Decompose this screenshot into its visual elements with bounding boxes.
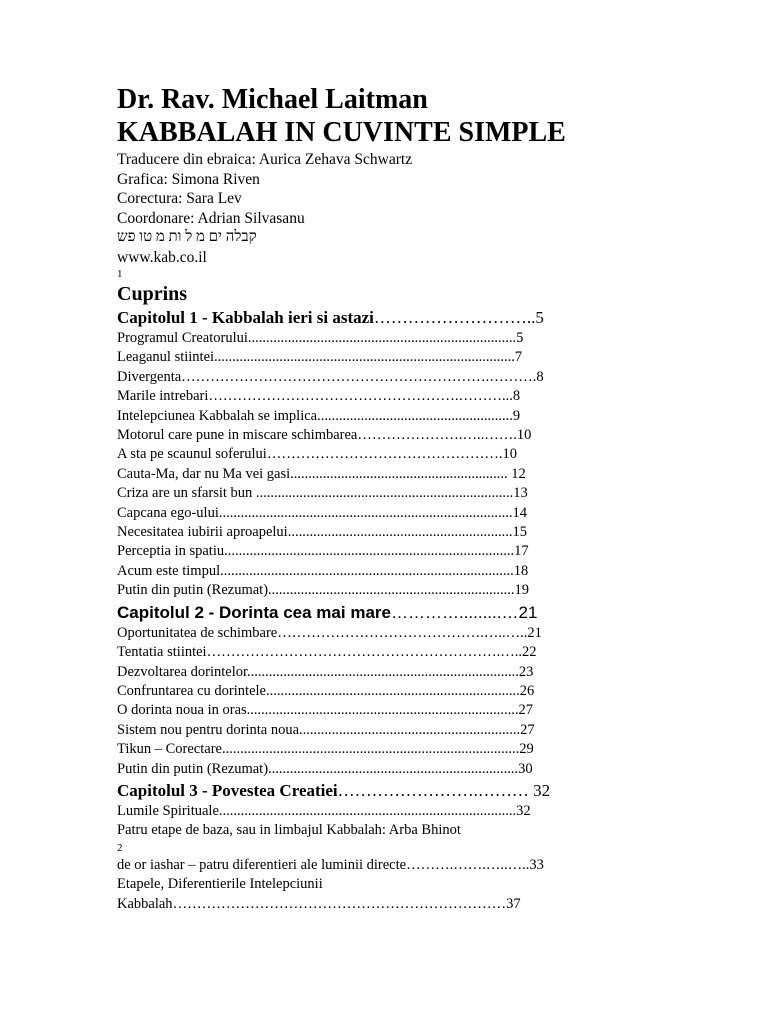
leader-dots: ……….…….…..…..: [406, 856, 530, 873]
toc-heading: Cuprins: [117, 283, 188, 305]
entry-title: Criza are un sfarsit bun: [117, 485, 256, 502]
entry-page: 14: [512, 504, 527, 521]
entry-title: de or iashar – patru diferentieri ale luminii directe: [117, 856, 407, 873]
toc-entry[interactable]: [117, 721, 617, 740]
document-page: [117, 84, 617, 914]
entry-title: Putin din putin (Rezumat): [117, 760, 269, 777]
toc-entry[interactable]: [117, 821, 617, 840]
leader-dots: ....................................................................: [268, 582, 515, 599]
hebrew-line: קבלה ים מ ל ות מ טו פש: [117, 229, 257, 245]
leader-dots: ............................................................: [290, 465, 512, 482]
entry-title: Etapele, Diferentierile Intelepciunii: [117, 876, 323, 893]
leader-dots: .................................................................................: [220, 562, 514, 579]
toc-entry[interactable]: [117, 426, 617, 445]
entry-title: Intelepciunea Kabbalah se implica: [117, 407, 318, 424]
entry-page: 9: [512, 407, 521, 424]
toc-entry[interactable]: [117, 562, 617, 581]
toc-entry[interactable]: [117, 802, 617, 821]
leader-dots: .......................................................................: [255, 485, 514, 502]
entry-title: Oportunitatea de schimbare: [117, 624, 278, 641]
chapter-title: Capitolul 3 - Povestea Creatiei: [117, 780, 338, 800]
credit-translation: Traducere din ebraica: Aurica Zehava Schwartz: [117, 151, 413, 168]
entry-page: 30: [518, 760, 533, 777]
page-number-2: 2: [117, 841, 123, 854]
toc-entry[interactable]: [117, 643, 617, 662]
toc-entry[interactable]: [117, 624, 617, 643]
entry-title: Putin din putin (Rezumat): [117, 582, 269, 599]
entry-title: Kabbalah: [117, 895, 173, 912]
leader-dots: .....................................................................: [268, 760, 519, 777]
entry-page: 10: [516, 427, 532, 444]
toc-entry[interactable]: [117, 856, 617, 875]
entry-page: 33: [529, 856, 544, 873]
entry-title: Leaganul stiintei: [117, 349, 215, 366]
entry-page: 22: [521, 644, 537, 661]
entry-page: 5: [516, 330, 524, 346]
leader-dots: ………………………………………….: [266, 446, 503, 463]
entry-title: Patru etape de baza, sau in limbajul Kabbalah: Arba Bhinot: [117, 822, 461, 839]
entry-page: 32: [516, 802, 531, 819]
toc-entry[interactable]: [117, 407, 617, 426]
entry-title: Dezvoltarea dorintelor: [117, 663, 248, 680]
leader-dots: ……………………………………………………….……….: [181, 368, 537, 385]
toc-chapter-1[interactable]: [117, 306, 617, 329]
leader-dots: ………………………..: [373, 308, 536, 327]
entry-page: 7: [514, 349, 523, 366]
leader-dots: ..................................................................................: [218, 802, 517, 819]
entry-title: Acum este timpul: [117, 562, 221, 579]
page-number-1: 1: [117, 268, 123, 280]
entry-title: Marile intrebari: [117, 388, 209, 405]
toc-entry[interactable]: [117, 348, 617, 367]
toc-entry[interactable]: [117, 504, 617, 523]
entry-title: Tentatia stiintei: [117, 644, 207, 661]
entry-title: Necesitatea iubirii aproapelui: [117, 524, 288, 541]
credit-graphics: Grafica: Simona Riven: [117, 170, 260, 188]
toc-chapter-3[interactable]: [117, 779, 617, 802]
toc-entry[interactable]: [117, 581, 617, 600]
chapter-title: Capitolul 1 - Kabbalah ieri si astazi: [117, 308, 374, 327]
entry-title: Divergenta: [117, 368, 182, 385]
leader-dots: ..................................................................................: [221, 741, 520, 758]
leader-dots: …………………………………………….………...: [208, 388, 513, 405]
leader-dots: ......................................................................: [265, 682, 520, 699]
toc-entry[interactable]: [117, 701, 617, 720]
entry-page: 10: [502, 446, 517, 463]
entry-page: 29: [519, 741, 534, 758]
toc-entry[interactable]: [117, 484, 617, 503]
toc-entry[interactable]: [117, 542, 617, 561]
entry-title: Cauta-Ma, dar nu Ma vei gasi: [117, 465, 291, 482]
entry-title: A sta pe scaunul soferului: [117, 446, 267, 463]
entry-page: 8: [536, 368, 544, 385]
entry-page: 13: [513, 485, 528, 502]
leader-dots: ……………………………………………………………: [172, 895, 507, 912]
entry-title: Programul Creatorului: [117, 330, 248, 346]
entry-title: Capcana ego-ului: [117, 504, 219, 521]
entry-page: 26: [519, 682, 535, 699]
leader-dots: ......................................................: [317, 407, 513, 424]
credit-proofreading: Corectura: Sara Lev: [117, 190, 242, 207]
toc-entry[interactable]: [117, 465, 617, 484]
entry-title: Confruntarea cu dorintele: [117, 682, 266, 699]
website-link[interactable]: www.kab.co.il: [117, 248, 207, 266]
leader-dots: .................................................................................: [218, 504, 513, 521]
leader-dots: …………………………………………………….…..: [206, 644, 522, 661]
leader-dots: ................................................................................: [224, 543, 515, 560]
toc-entry[interactable]: [117, 740, 617, 759]
toc-entry[interactable]: [117, 445, 617, 464]
chapter-page: 32: [533, 780, 551, 800]
entry-title: Lumile Spirituale: [117, 802, 219, 819]
toc-entry[interactable]: [117, 329, 617, 348]
toc-entry[interactable]: [117, 682, 617, 701]
entry-title: Sistem nou pentru dorinta noua: [117, 721, 300, 738]
book-title: KABBALAH IN CUVINTE SIMPLE: [117, 117, 566, 148]
leader-dots: ...........................................................................: [247, 663, 519, 680]
toc-entry[interactable]: [117, 895, 617, 914]
entry-page: 12: [511, 465, 526, 482]
entry-title: Tikun – Corectare: [117, 741, 222, 758]
toc-entry[interactable]: [117, 760, 617, 779]
entry-page: 37: [506, 895, 521, 912]
entry-page: 27: [520, 721, 535, 738]
toc-entry[interactable]: [117, 387, 617, 406]
entry-title: Perceptia in spatiu: [117, 543, 225, 560]
credit-coordination: Coordonare: Adrian Silvasanu: [117, 209, 305, 227]
entry-page: 8: [512, 388, 521, 405]
leader-dots: ………….........…: [390, 602, 519, 622]
leader-dots: .............................................................: [299, 721, 521, 738]
leader-dots: ...........................................................................: [246, 702, 519, 719]
leader-dots: ..............................................................: [287, 524, 513, 541]
entry-page: 17: [514, 543, 529, 560]
entry-page: 27: [518, 702, 534, 719]
entry-page: 18: [513, 562, 529, 579]
toc-entry[interactable]: [117, 663, 617, 682]
entry-page: 15: [512, 524, 527, 541]
toc-entry[interactable]: [117, 523, 617, 542]
entry-page: 21: [527, 624, 542, 641]
entry-title: O dorinta noua in oras: [117, 702, 247, 719]
leader-dots: …………………………………….…..…..: [277, 624, 528, 641]
toc-entry[interactable]: [117, 368, 617, 387]
author-name: Dr. Rav. Michael Laitman: [117, 84, 428, 115]
leader-dots: …………………….………: [337, 780, 534, 800]
toc-chapter-2[interactable]: [117, 601, 617, 624]
chapter-page: 21: [518, 602, 538, 622]
leader-dots: ………………….…..…….: [357, 427, 517, 444]
entry-page: 19: [514, 582, 530, 599]
leader-dots: ...................................................................................: [214, 349, 515, 366]
leader-dots: ..........................................................................: [247, 330, 517, 346]
chapter-page: 5: [535, 308, 544, 327]
entry-page: 23: [518, 663, 534, 680]
chapter-title: Capitolul 2 - Dorinta cea mai mare: [117, 602, 391, 622]
toc-entry[interactable]: [117, 875, 617, 894]
entry-title: Motorul care pune in miscare schimbarea: [117, 427, 358, 444]
